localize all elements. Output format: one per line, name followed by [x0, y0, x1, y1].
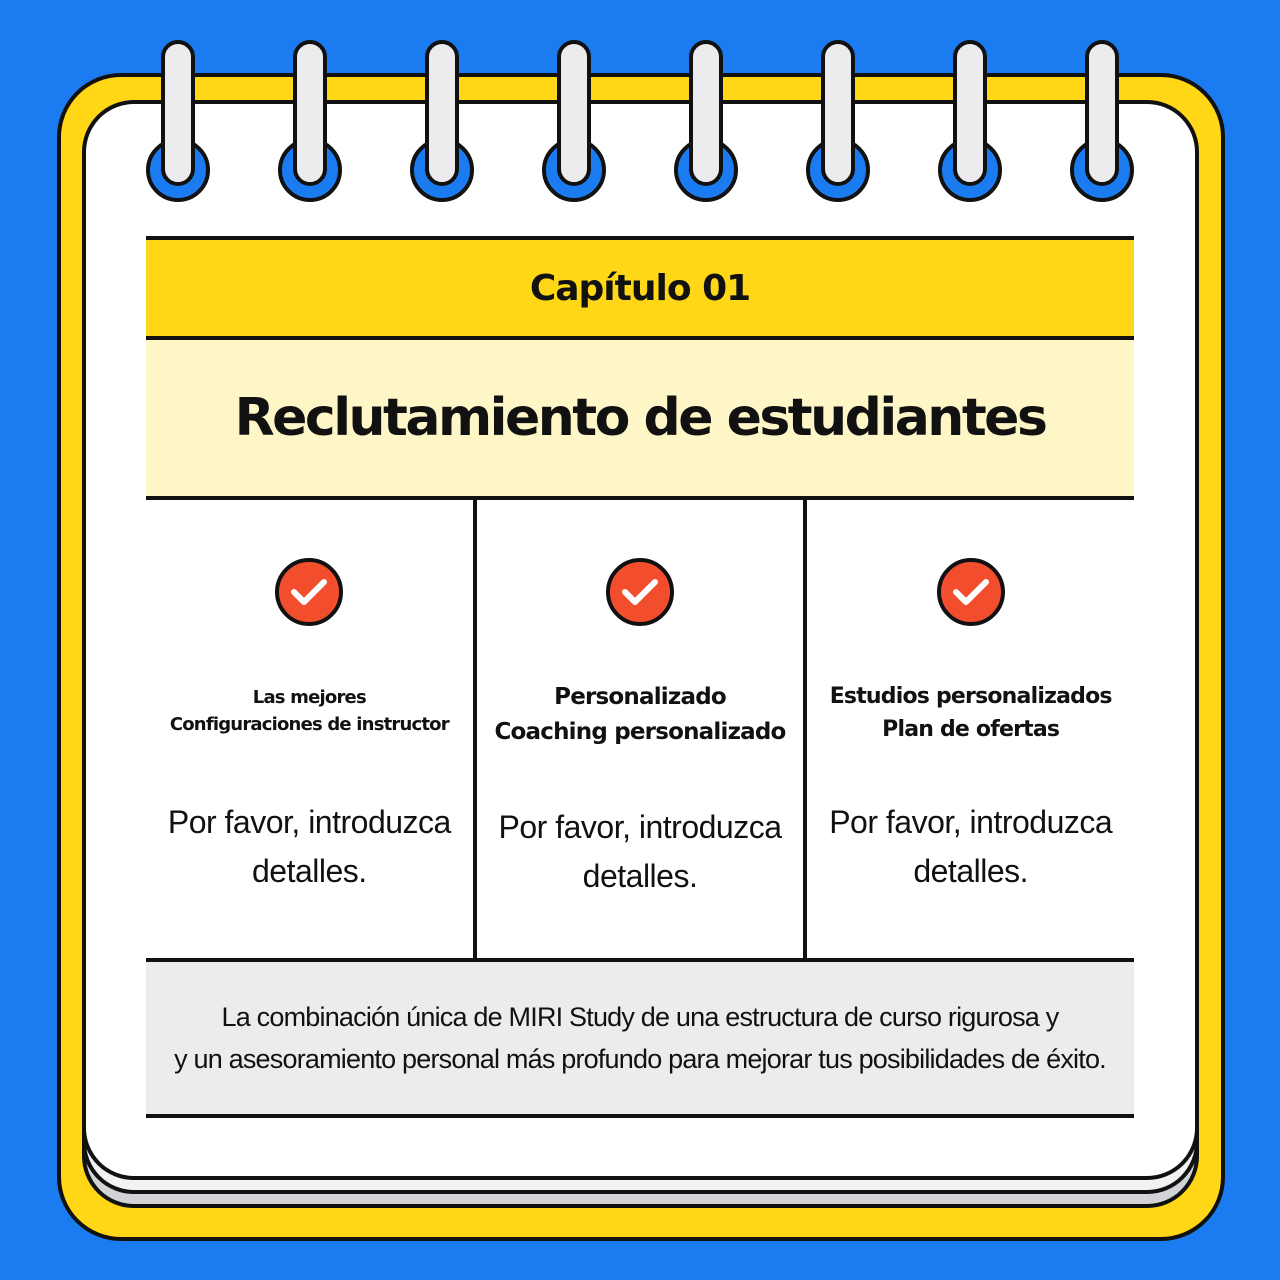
check-icon [606, 558, 674, 626]
feature-heading-line: Las mejores [252, 687, 366, 708]
spiral-ring [1085, 40, 1119, 186]
feature-heading [146, 684, 473, 738]
page-title: Reclutamiento de estudiantes [234, 388, 1046, 448]
feature-description-line: Por favor, introduzca [498, 809, 782, 845]
check-icon [275, 558, 343, 626]
spiral-ring [689, 40, 723, 186]
feature-description-line: detalles. [582, 858, 698, 894]
spiral-ring [953, 40, 987, 186]
spiral-ring [557, 40, 591, 186]
feature-description [146, 798, 473, 896]
feature-heading-line: Configuraciones de instructor [169, 714, 449, 735]
feature-description-line: Por favor, introduzca [167, 804, 451, 840]
chapter-label: Capítulo 01 [529, 267, 751, 309]
feature-column-3 [803, 500, 1134, 958]
check-icon [937, 558, 1005, 626]
spiral-ring [293, 40, 327, 186]
feature-heading [807, 680, 1134, 746]
title-band [146, 340, 1134, 500]
feature-heading-line: Personalizado [554, 684, 726, 710]
feature-description [807, 798, 1134, 896]
feature-description-line: detalles. [913, 853, 1029, 889]
feature-columns [146, 500, 1134, 958]
footer-text [174, 996, 1106, 1080]
feature-heading-line: Plan de ofertas [882, 717, 1060, 742]
footer-band [146, 958, 1134, 1118]
feature-heading-line: Estudios personalizados [829, 684, 1112, 709]
spiral-ring [425, 40, 459, 186]
chapter-band [146, 236, 1134, 340]
spiral-ring [161, 40, 195, 186]
feature-heading-line: Coaching personalizado [494, 719, 786, 745]
feature-description-line: detalles. [251, 853, 367, 889]
feature-description [477, 803, 804, 901]
feature-heading [477, 680, 804, 750]
feature-column-1 [146, 500, 473, 958]
content-table [146, 236, 1134, 1118]
spiral-ring [821, 40, 855, 186]
feature-description-line: Por favor, introduzca [829, 804, 1113, 840]
feature-column-2 [473, 500, 804, 958]
footer-line: La combinación única de MIRI Study de una estructura de curso rigurosa y [221, 1002, 1059, 1032]
footer-line: y un asesoramiento personal más profundo para mejorar tus posibilidades de éxito. [174, 1044, 1106, 1074]
